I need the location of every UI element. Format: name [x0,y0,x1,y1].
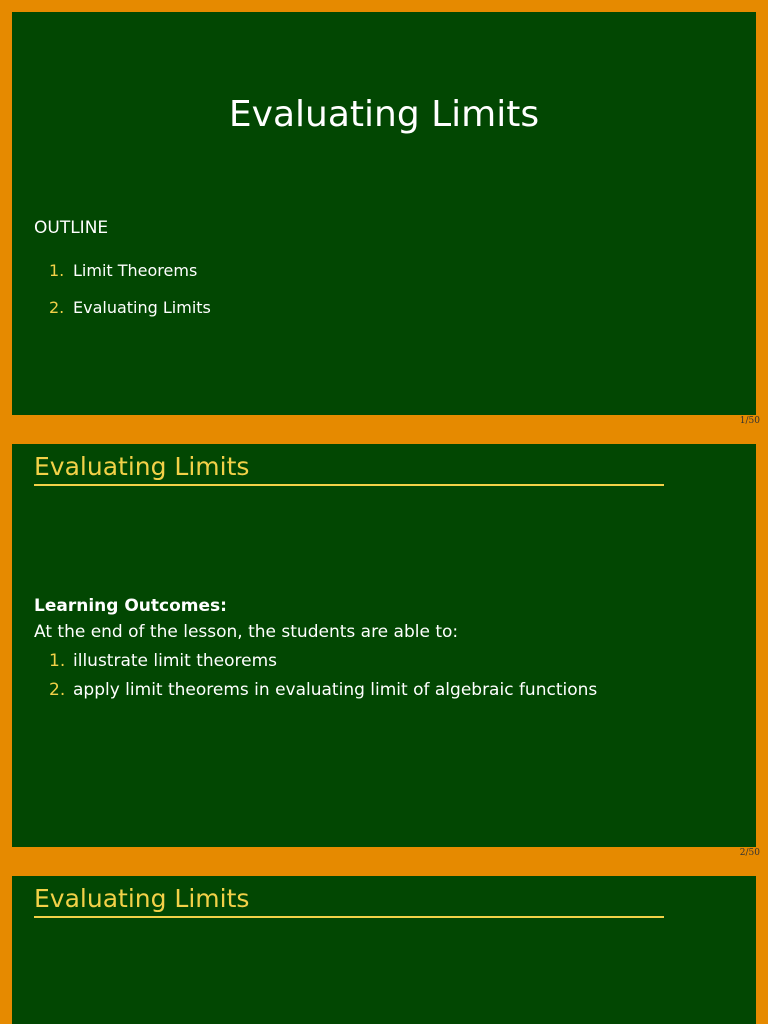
item-label: Evaluating Limits [73,298,211,317]
learning-outcomes-heading: Learning Outcomes: [34,596,227,616]
outline-item [49,260,211,297]
item-number: 1. [49,261,65,280]
learning-outcomes-intro: At the end of the lesson, the students are able to: [34,622,459,642]
item-number: 2. [49,298,65,317]
outline-list [49,260,211,334]
item-label: apply limit theorems in evaluating limit of algebraic functions [73,680,598,700]
outline-label: OUTLINE [34,218,109,238]
page-number: 1/50 [739,416,760,426]
slide-title: Evaluating Limits [228,94,540,135]
outline-item [49,297,211,334]
slide-1 [12,12,756,415]
frame-title: Evaluating Limits [34,882,664,918]
slide-3 [12,876,756,1024]
item-label: Limit Theorems [73,261,198,280]
learning-outcomes-list [49,649,597,707]
slide-2 [12,444,756,847]
item-number: 2. [49,680,66,700]
frame-title: Evaluating Limits [34,450,664,486]
page-number: 2/50 [739,848,760,858]
outcome-item [49,678,597,707]
outcome-item [49,649,597,678]
item-label: illustrate limit theorems [73,651,277,671]
item-number: 1. [49,651,66,671]
